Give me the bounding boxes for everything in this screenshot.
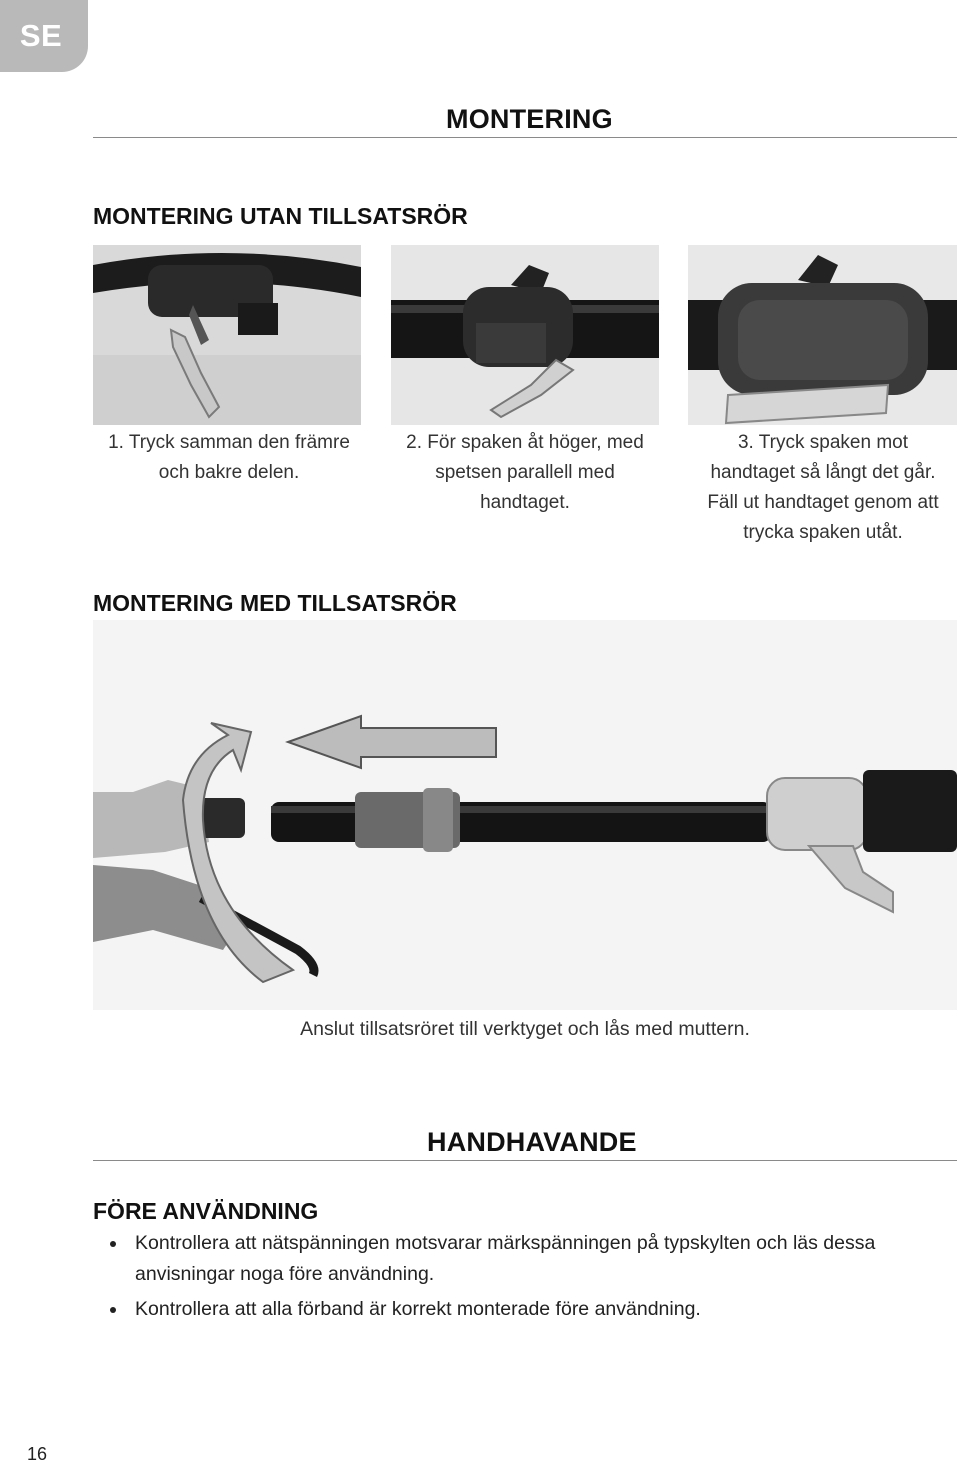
section-title-handhavande: HANDHAVANDE [427, 1127, 637, 1157]
section-title-montering: MONTERING [446, 104, 613, 134]
subsection-title-with-tube: MONTERING MED TILLSATSRÖR [93, 590, 457, 616]
section-divider [93, 1160, 957, 1161]
step-2-photo [391, 245, 659, 425]
extension-tube-caption: Anslut tillsatsröret till verktyget och lås med muttern. [300, 1018, 750, 1040]
list-item: Kontrollera att alla förband är korrekt monterade före användning. [108, 1294, 938, 1325]
subsection-title-without-tube: MONTERING UTAN TILLSATSRÖR [93, 203, 468, 229]
subsection-title-before-use: FÖRE ANVÄNDNING [93, 1198, 319, 1224]
language-tab: SE [0, 0, 88, 72]
step-1-caption: 1. Tryck samman den främre och bakre delen. [108, 432, 350, 483]
page-number: 16 [27, 1444, 48, 1464]
step-3-caption: 3. Tryck spaken mot handtaget så långt det går. Fäll ut handtaget genom att trycka spaken utåt. [707, 432, 939, 543]
step-1-photo [93, 245, 361, 425]
extension-tube-photo [93, 620, 957, 1010]
step-3-photo [688, 245, 957, 425]
list-item: Kontrollera att nätspänningen motsvarar märkspänningen på typskylten och läs dessa anvisningar noga före användning. [108, 1228, 938, 1290]
section-divider [93, 137, 957, 138]
step-2-caption: 2. För spaken åt höger, med spetsen parallell med handtaget. [406, 432, 644, 513]
before-use-list [108, 1228, 938, 1329]
